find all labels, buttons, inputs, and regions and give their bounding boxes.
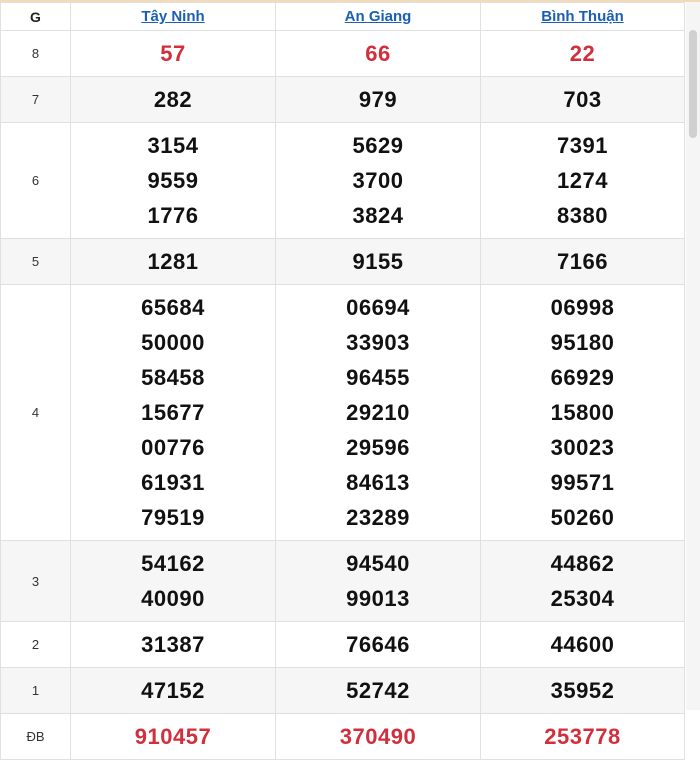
- result-cell: [276, 714, 481, 760]
- result-number: 58458: [141, 365, 205, 390]
- result-number: 979: [358, 87, 398, 112]
- number-list: [276, 668, 480, 713]
- number-list: [481, 31, 684, 76]
- prize-label: 7: [1, 77, 71, 123]
- province-link[interactable]: Tây Ninh: [141, 8, 205, 25]
- table-row: [1, 714, 685, 760]
- number-list: [276, 239, 480, 284]
- result-number: 54162: [141, 551, 205, 576]
- result-number: 1281: [147, 249, 199, 274]
- result-cell: [276, 123, 481, 239]
- result-cell: [481, 285, 685, 541]
- number-list: [71, 285, 275, 540]
- table-row: [1, 239, 685, 285]
- result-number: 44862: [550, 551, 615, 576]
- result-cell: [71, 285, 276, 541]
- result-number: 40090: [141, 586, 205, 611]
- result-number: 5629: [352, 133, 404, 158]
- result-number: 1776: [147, 203, 199, 228]
- table-row: [1, 285, 685, 541]
- result-number: 8380: [557, 203, 608, 228]
- result-number: 99571: [550, 470, 615, 495]
- prize-label: 1: [1, 668, 71, 714]
- result-number: 703: [563, 87, 602, 112]
- prize-label: 5: [1, 239, 71, 285]
- result-number: 23289: [346, 505, 410, 530]
- prize-column-header: G: [1, 3, 71, 31]
- result-cell: [71, 714, 276, 760]
- number-list: [276, 123, 480, 238]
- result-number: 253778: [544, 724, 621, 749]
- result-cell: [276, 668, 481, 714]
- number-list: [481, 714, 684, 759]
- result-cell: [276, 77, 481, 123]
- table-row: [1, 123, 685, 239]
- province-header-binh-thuan[interactable]: [481, 3, 685, 31]
- number-list: [481, 239, 684, 284]
- result-number: 910457: [134, 724, 212, 749]
- prize-label: 2: [1, 622, 71, 668]
- result-number: 29596: [346, 435, 410, 460]
- table-row: [1, 622, 685, 668]
- result-cell: [71, 668, 276, 714]
- result-number: 3700: [352, 168, 404, 193]
- table-row: [1, 541, 685, 622]
- number-list: [276, 714, 480, 759]
- result-number: 66929: [550, 365, 615, 390]
- number-list: [481, 123, 684, 238]
- result-number: 65684: [141, 295, 205, 320]
- province-header-an-giang[interactable]: [276, 3, 481, 31]
- number-list: [481, 622, 684, 667]
- result-number: 94540: [346, 551, 410, 576]
- result-number: 9155: [352, 249, 404, 274]
- result-number: 33903: [346, 330, 410, 355]
- result-number: 29210: [346, 400, 410, 425]
- result-number: 35952: [550, 678, 615, 703]
- number-list: [276, 622, 480, 667]
- result-number: 00776: [141, 435, 205, 460]
- result-cell: [276, 239, 481, 285]
- result-cell: [71, 541, 276, 622]
- result-cell: [276, 622, 481, 668]
- number-list: [276, 77, 480, 122]
- number-list: [481, 77, 684, 122]
- result-cell: [481, 622, 685, 668]
- result-number: 66: [365, 41, 391, 66]
- result-number: 47152: [141, 678, 205, 703]
- result-cell: [276, 541, 481, 622]
- result-number: 3824: [352, 203, 404, 228]
- number-list: [71, 668, 275, 713]
- number-list: [481, 541, 684, 621]
- result-number: 1274: [557, 168, 608, 193]
- result-number: 7391: [557, 133, 608, 158]
- result-number: 7166: [557, 249, 608, 274]
- prize-label: 6: [1, 123, 71, 239]
- province-link[interactable]: Bình Thuận: [541, 8, 624, 25]
- result-number: 15677: [141, 400, 205, 425]
- result-number: 52742: [346, 678, 410, 703]
- prize-label: 4: [1, 285, 71, 541]
- result-number: 50260: [550, 505, 615, 530]
- result-number: 9559: [147, 168, 199, 193]
- number-list: [276, 285, 480, 540]
- result-number: 57: [160, 41, 186, 66]
- results-body: [1, 31, 685, 760]
- scrollbar-thumb[interactable]: [689, 30, 697, 138]
- result-number: 31387: [141, 632, 205, 657]
- vertical-scrollbar[interactable]: [686, 2, 700, 710]
- number-list: [276, 541, 480, 621]
- result-number: 79519: [141, 505, 205, 530]
- result-number: 22: [569, 41, 596, 66]
- number-list: [276, 31, 480, 76]
- number-list: [71, 31, 275, 76]
- result-cell: [481, 668, 685, 714]
- table-row: [1, 31, 685, 77]
- result-cell: [481, 31, 685, 77]
- result-cell: [481, 239, 685, 285]
- number-list: [71, 714, 275, 759]
- result-number: 06998: [550, 295, 615, 320]
- result-cell: [71, 77, 276, 123]
- number-list: [71, 622, 275, 667]
- result-cell: [481, 541, 685, 622]
- result-cell: [71, 239, 276, 285]
- table-row: [1, 668, 685, 714]
- result-number: 99013: [346, 586, 410, 611]
- result-cell: [481, 77, 685, 123]
- result-cell: [71, 123, 276, 239]
- result-number: 15800: [550, 400, 615, 425]
- result-number: 370490: [339, 724, 417, 749]
- result-number: 96455: [346, 365, 410, 390]
- number-list: [481, 668, 684, 713]
- result-cell: [276, 31, 481, 77]
- prize-label: 8: [1, 31, 71, 77]
- prize-label: 3: [1, 541, 71, 622]
- result-number: 30023: [550, 435, 615, 460]
- result-cell: [71, 622, 276, 668]
- result-number: 3154: [147, 133, 199, 158]
- number-list: [71, 541, 275, 621]
- result-number: 44600: [550, 632, 615, 657]
- number-list: [71, 239, 275, 284]
- province-header-tay-ninh[interactable]: [71, 3, 276, 31]
- result-number: 06694: [346, 295, 410, 320]
- header-row: [1, 3, 685, 31]
- result-number: 25304: [550, 586, 615, 611]
- province-link[interactable]: An Giang: [344, 8, 412, 25]
- result-number: 76646: [346, 632, 410, 657]
- results-table: [0, 2, 685, 760]
- result-cell: [481, 714, 685, 760]
- result-cell: [481, 123, 685, 239]
- prize-label: ĐB: [1, 714, 71, 760]
- result-cell: [276, 285, 481, 541]
- number-list: [481, 285, 684, 540]
- result-number: 50000: [141, 330, 205, 355]
- result-number: 61931: [141, 470, 205, 495]
- table-row: [1, 77, 685, 123]
- result-number: 282: [153, 87, 193, 112]
- result-cell: [71, 31, 276, 77]
- number-list: [71, 123, 275, 238]
- result-number: 84613: [346, 470, 410, 495]
- number-list: [71, 77, 275, 122]
- result-number: 95180: [550, 330, 615, 355]
